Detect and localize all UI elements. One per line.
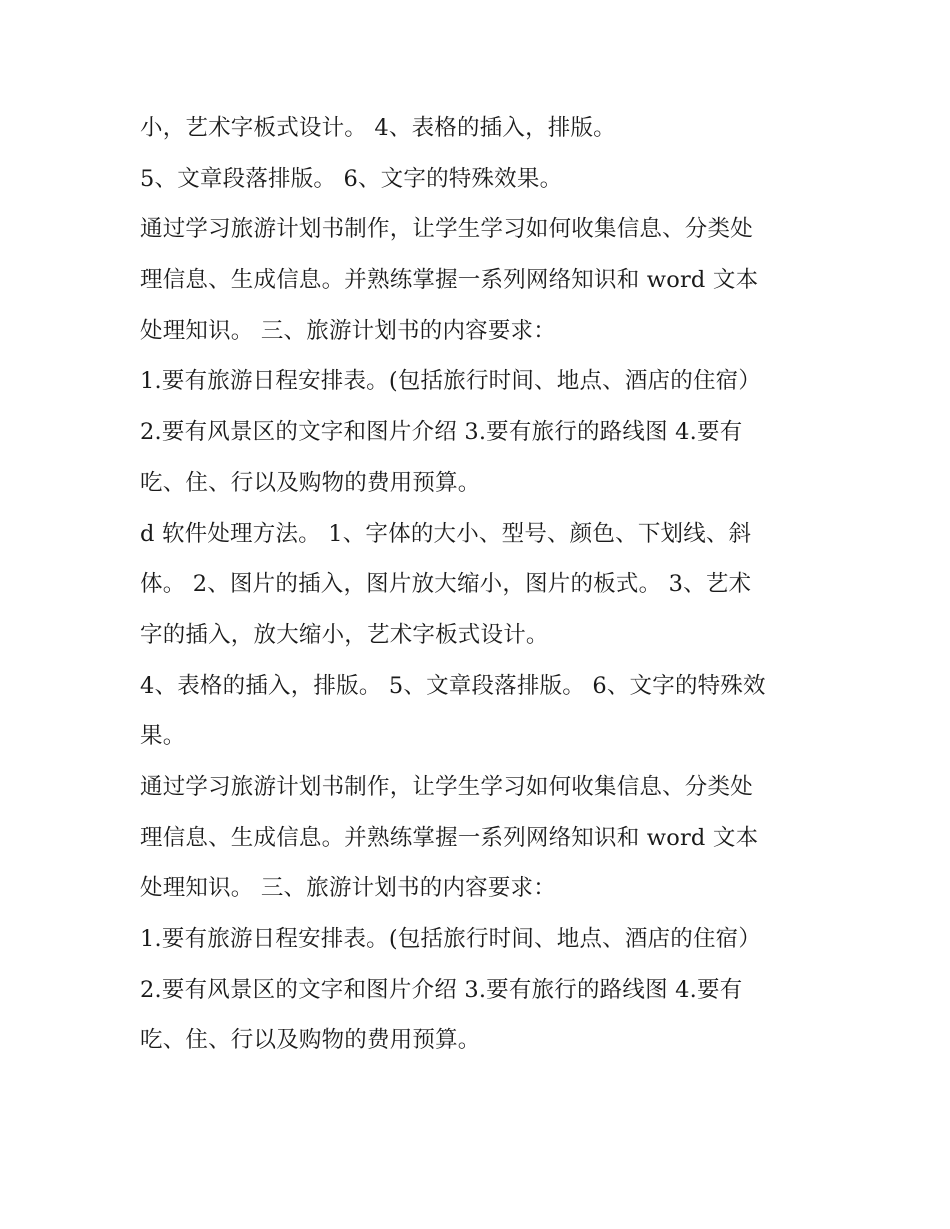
document-body — [140, 103, 840, 1066]
text-line: 4、表格的插入，排版。 5、文章段落排版。 6、文字的特殊效 — [140, 672, 766, 699]
text-line: 体。 2、图片的插入，图片放大缩小，图片的板式。 3、艺术 — [140, 571, 752, 598]
text-line: 处理知识。 三、旅游计划书的内容要求： — [140, 875, 556, 902]
text-line: 理信息、生成信息。并熟练掌握一系列网络知识和 word 文本 — [140, 824, 759, 851]
text-line: 处理知识。 三、旅游计划书的内容要求： — [140, 317, 556, 344]
text-line: 理信息、生成信息。并熟练掌握一系列网络知识和 word 文本 — [140, 267, 759, 294]
text-line: 5、文章段落排版。 6、文字的特殊效果。 — [140, 165, 563, 192]
text-line: 2.要有风景区的文字和图片介绍 3.要有旅行的路线图 4.要有 — [140, 976, 743, 1003]
text-line: 2.要有风景区的文字和图片介绍 3.要有旅行的路线图 4.要有 — [140, 419, 743, 446]
text-line: 1.要有旅游日程安排表。(包括旅行时间、地点、酒店的住宿） — [140, 926, 762, 952]
text-line: 吃、住、行以及购物的费用预算。 — [140, 1027, 481, 1054]
text-line: 通过学习旅游计划书制作，让学生学习如何收集信息、分类处 — [140, 216, 753, 243]
text-line: 字的插入，放大缩小，艺术字板式设计。 — [140, 621, 549, 648]
text-line: 通过学习旅游计划书制作，让学生学习如何收集信息、分类处 — [140, 773, 753, 800]
text-line: 吃、住、行以及购物的费用预算。 — [140, 469, 481, 496]
text-line: 1.要有旅游日程安排表。(包括旅行时间、地点、酒店的住宿） — [140, 368, 762, 395]
text-line: d 软件处理方法。 1、字体的大小、型号、颜色、下划线、斜 — [140, 520, 752, 547]
text-line: 果。 — [140, 723, 186, 750]
text-line: 小，艺术字板式设计。 4、表格的插入，排版。 — [140, 115, 616, 141]
